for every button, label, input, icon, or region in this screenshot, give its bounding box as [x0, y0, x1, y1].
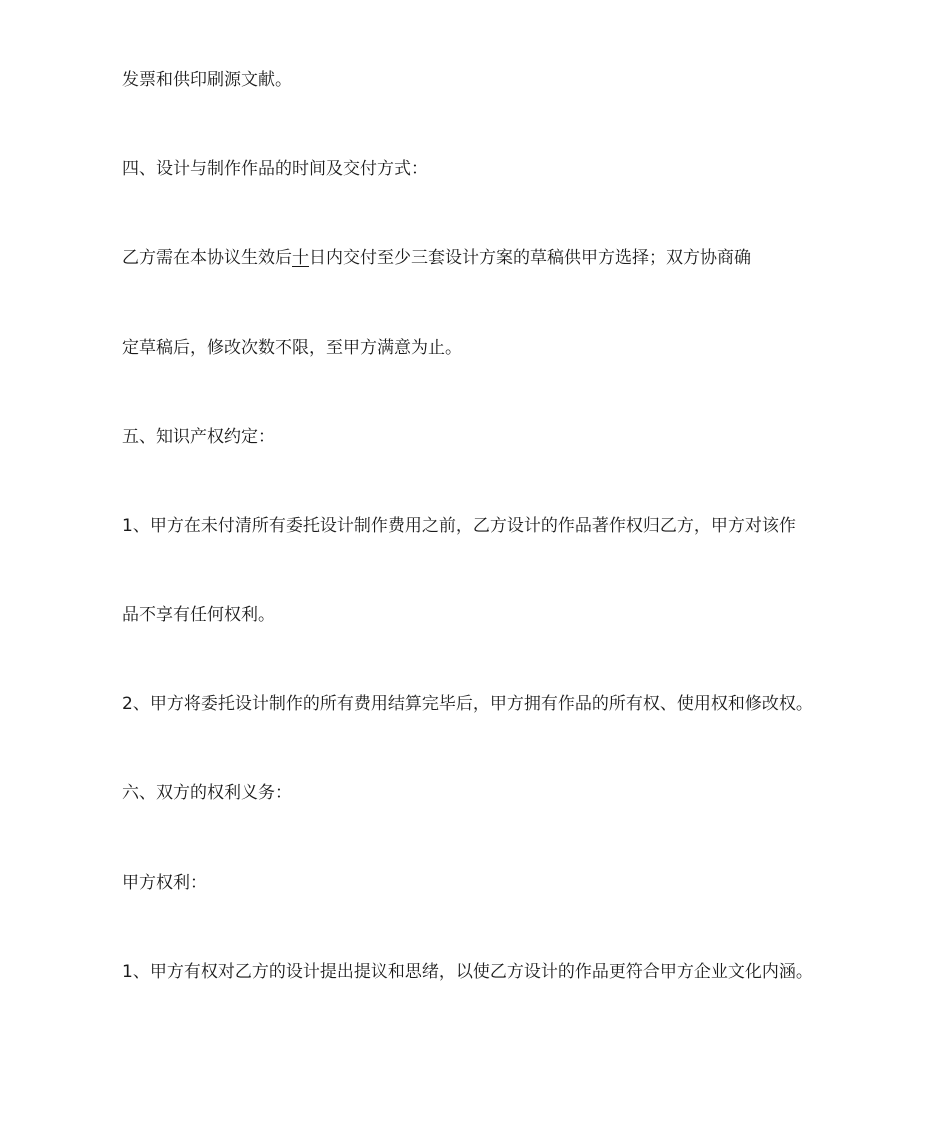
paragraph-line-ip-2: 2、甲方将委托设计制作的所有费用结算完毕后，甲方拥有作品的所有权、使用权和修改权。 — [122, 694, 813, 714]
subheading-party-a-rights: 甲方权利： — [122, 873, 207, 893]
paragraph-line-delivery-2: 定草稿后，修改次数不限，至甲方满意为止。 — [122, 338, 462, 358]
underlined-days-value: 十 — [292, 248, 309, 268]
paragraph-line-ip-1: 1、甲方在未付清所有委托设计制作费用之前，乙方设计的作品著作权归乙方，甲方对该作 — [122, 516, 796, 536]
section-heading-ip: 五、知识产权约定： — [122, 427, 275, 447]
section-heading-delivery: 四、设计与制作作品的时间及交付方式： — [122, 159, 428, 179]
text-segment: 日内交付至少三套设计方案的草稿供甲方选择；双方协商确 — [309, 248, 751, 268]
text-segment: 乙方需在本协议生效后 — [122, 248, 292, 268]
paragraph-line-ip-1-cont: 品不享有任何权利。 — [122, 605, 275, 625]
paragraph-line-delivery-1 — [122, 247, 751, 269]
section-heading-rights: 六、双方的权利义务： — [122, 783, 292, 803]
paragraph-line-1: 发票和供印刷源文献。 — [122, 70, 292, 90]
paragraph-line-rights-1: 1、甲方有权对乙方的设计提出提议和思绪，以使乙方设计的作品更符合甲方企业文化内涵。 — [122, 962, 813, 982]
